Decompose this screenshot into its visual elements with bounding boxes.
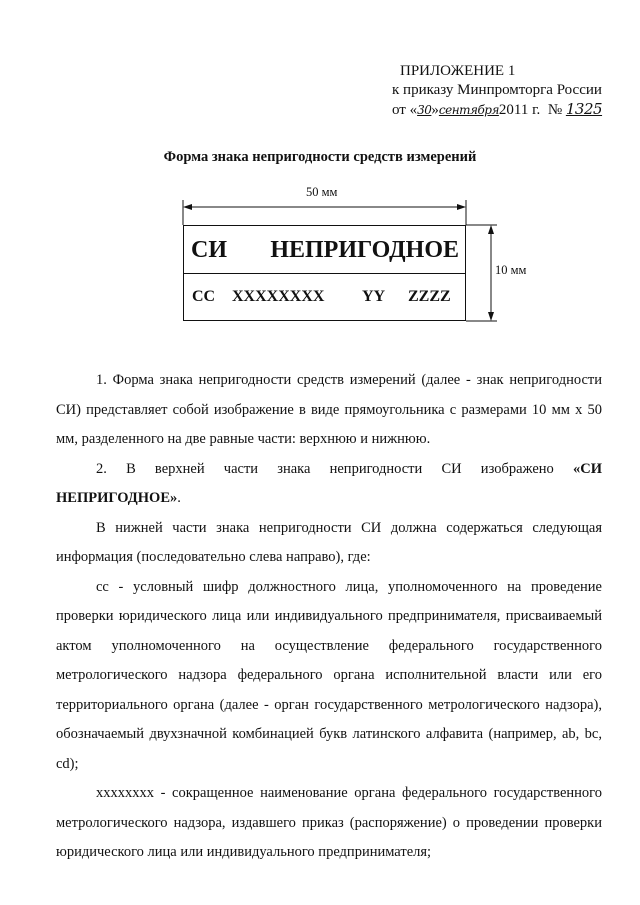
- order-reference: к приказу Минпромторга России: [392, 82, 602, 98]
- paragraph-3: В нижней части знака непригодности СИ должна содержаться следующая информация (последовательно слева направо), где:: [56, 519, 602, 565]
- sign-top-half: [184, 226, 465, 274]
- appendix-title: ПРИЛОЖЕНИЕ 1: [400, 63, 516, 79]
- height-label: 10 мм: [495, 263, 527, 277]
- order-year: 2011 г.: [498, 102, 541, 118]
- order-month: сентября: [438, 103, 499, 117]
- body-text: [56, 366, 602, 868]
- width-label: 50 мм: [306, 185, 338, 199]
- sign-code-z: ZZZZ: [408, 288, 451, 305]
- paragraph-1: 1. Форма знака непригодности средств измерений (далее - знак непригодности СИ) представляет собой изображение в виде прямоугольника с размерами 10 мм х 50 мм, разделенного на две равные части: верхнюю и нижнюю.: [56, 372, 602, 447]
- sign-code-y: YY: [362, 288, 386, 305]
- paragraph-2: 2. В верхней части знака непригодности СИ изображено «СИ НЕПРИГОДНОЕ».: [56, 460, 602, 506]
- sign-bottom-half: [184, 274, 465, 320]
- sign-si-text: СИ: [191, 237, 227, 263]
- order-day: 30: [417, 103, 432, 117]
- order-date-line: от «30»сентября2011 г. № 1325: [392, 100, 603, 118]
- sign-unfit-text: НЕПРИГОДНОЕ: [270, 237, 459, 263]
- order-number: 1325: [565, 100, 603, 118]
- form-title: Форма знака непригодности средств измерений: [163, 149, 477, 165]
- sign-code-cc: СС: [192, 288, 216, 305]
- sign-code-x: XXXXXXXX: [232, 288, 325, 305]
- paragraph-4: сс - условный шифр должностного лица, уполномоченного на проведение проверки юридического лица или индивидуального предпринимателя, присваиваемый актом уполномоченного на осуществление федерального государственного метрологического надзора федерального органа исполнительной власти или его территориального органа (далее - орган государственного метрологического надзора), обозначаемый двухзначной комбинацией букв латинского алфавита (например, ab, bc, cd);: [56, 578, 602, 772]
- paragraph-5: хххххххх - сокращенное наименование органа федерального государственного метрологического надзора, издавшего приказ (распоряжение) о проведении проверки юридического лица или индивидуального предпринимателя;: [56, 785, 602, 860]
- unfitness-sign: [183, 225, 466, 321]
